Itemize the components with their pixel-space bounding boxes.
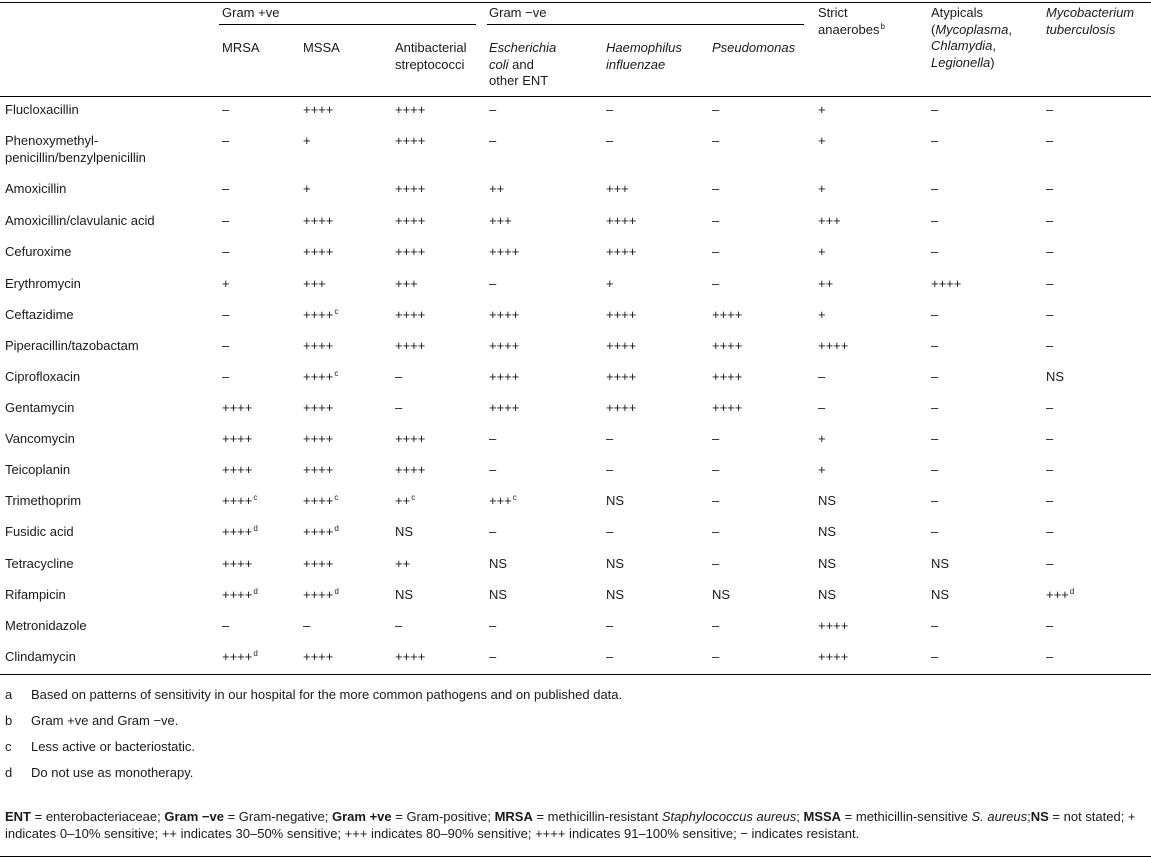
table-cell: ++++ [303, 649, 334, 664]
table-cell: ++++ [222, 556, 253, 571]
table-cell: – [931, 307, 939, 322]
table-cell: +++ [489, 213, 512, 228]
table-cell: – [1046, 649, 1054, 664]
table-cell: ++++ [303, 556, 334, 571]
column-header-line: other ENT [489, 73, 549, 88]
table-cell: – [489, 102, 497, 117]
abbreviation-definition: = methicillin-resistant [532, 809, 662, 824]
table-cell: NS [818, 524, 837, 539]
table-cell: – [222, 244, 230, 259]
table-cell: ++++ [303, 462, 334, 477]
table-cell: ++++ [395, 431, 426, 446]
drug-name: Trimethoprim [5, 493, 82, 508]
table-cell: ++++ [489, 369, 520, 384]
table-cell: NS [606, 587, 625, 602]
table-cell: ++++ [712, 338, 743, 353]
footnote-text: Based on patterns of sensitivity in our hospital for the more common pathogens and on published data. [31, 687, 623, 702]
bottom-rule [0, 856, 1151, 857]
footnote-text: Do not use as monotherapy. [31, 765, 194, 780]
abbreviation-species: Staphylococcus aureus [661, 809, 797, 824]
table-cell: + [303, 181, 311, 196]
table-cell: – [1046, 213, 1054, 228]
table-cell: NS [818, 587, 837, 602]
table-cell: ++++ [303, 338, 334, 353]
header-rule [0, 96, 1151, 97]
abbreviation-definition: = Gram-positive; [391, 809, 495, 824]
abbreviation-term: Gram +ve [332, 809, 392, 824]
table-cell: – [1046, 276, 1054, 291]
column-header [1046, 5, 1134, 38]
table-cell: NS [606, 556, 625, 571]
footnote-ref: c [253, 493, 258, 502]
footnote-label: d [5, 765, 13, 780]
table-cell: – [931, 462, 939, 477]
table-cell: – [931, 524, 939, 539]
table-cell: ++++$^d$ [222, 649, 258, 664]
footnote-ref: d [253, 524, 258, 533]
table-cell: ++++ [395, 133, 426, 148]
column-header-line [712, 40, 795, 57]
table-cell: NS [1046, 369, 1065, 384]
table-cell: – [489, 462, 497, 477]
footnote-ref: c [334, 369, 339, 378]
table-cell: + [818, 244, 826, 259]
drug-name: Erythromycin [5, 276, 81, 291]
table-cell: – [712, 213, 720, 228]
table-cell: +++$^c$ [489, 493, 517, 508]
footnote-ref: c [512, 493, 517, 502]
table-cell: – [931, 400, 939, 415]
footnote-label: b [5, 713, 13, 728]
footnote-ref: d [334, 524, 339, 533]
table-cell: ++++ [606, 213, 637, 228]
table-cell: ++++ [395, 181, 426, 196]
table-cell: NS [489, 556, 508, 571]
drug-name: Piperacillin/tazobactam [5, 338, 139, 353]
abbreviation-separator: ; [1027, 809, 1031, 824]
footnote-ref: d [1069, 587, 1075, 596]
column-header [222, 40, 260, 57]
table-cell: – [712, 524, 720, 539]
table-cell: +++ [395, 276, 418, 291]
column-header-genus: Mycoplasma [935, 21, 1009, 37]
table-cell: – [712, 556, 720, 571]
table-cell: ++ [818, 276, 834, 291]
table-cell: ++++ [489, 400, 520, 415]
table-cell: ++++ [395, 244, 426, 259]
table-cell: – [1046, 556, 1054, 571]
drug-name: Clindamycin [5, 649, 76, 664]
drug-name: Phenoxymethyl- [5, 133, 99, 148]
table-cell: – [222, 213, 230, 228]
column-header [818, 5, 885, 38]
table-cell: ++++ [712, 307, 743, 322]
table-cell: – [712, 493, 720, 508]
drug-name: Tetracycline [5, 556, 74, 571]
drug-name: Flucloxacillin [5, 102, 79, 117]
footnote-ref: c [334, 307, 339, 316]
table-cell: ++++ [606, 244, 637, 259]
table-cell: + [606, 276, 614, 291]
table-cell: ++++$^c$ [303, 493, 339, 508]
table-cell: + [818, 133, 826, 148]
drug-name: Ceftazidime [5, 307, 74, 322]
column-header-line [489, 40, 556, 57]
table-cell: – [931, 338, 939, 353]
table-cell: – [606, 524, 614, 539]
table-cell: – [931, 213, 939, 228]
drug-name: Amoxicillin/clavulanic acid [5, 213, 155, 228]
table-cell: ++++ [303, 102, 334, 117]
table-cell: ++++ [606, 307, 637, 322]
column-header-line: MSSA [303, 40, 340, 55]
table-cell: NS [395, 524, 414, 539]
column-header-genus: Legionella [931, 54, 991, 70]
table-cell: ++$^c$ [395, 493, 416, 508]
table-cell: ++++ [303, 400, 334, 415]
table-cell: – [1046, 400, 1054, 415]
column-header-line: (Mycoplasma, [931, 21, 1012, 37]
table-cell: NS [818, 493, 837, 508]
table-cell: – [1046, 493, 1054, 508]
footnote-ref: c [334, 493, 339, 502]
drug-name: Vancomycin [5, 431, 75, 446]
table-cell: – [489, 133, 497, 148]
table-cell: ++++ [818, 649, 849, 664]
table-cell: – [931, 618, 939, 633]
column-header-line: Atypicals [931, 5, 984, 20]
table-cell: ++++ [222, 431, 253, 446]
table-cell: NS [489, 587, 508, 602]
table-cell: – [931, 102, 939, 117]
column-header-line: Legionella) [931, 54, 995, 70]
table-cell: – [606, 102, 614, 117]
footnote [5, 738, 195, 755]
table-cell: ++++$^d$ [222, 587, 258, 602]
footnote-ref: d [334, 587, 339, 596]
table-cell: + [818, 431, 826, 446]
table-cell: – [712, 102, 720, 117]
table-cell: ++++ [395, 102, 426, 117]
table-cell: ++++ [395, 649, 426, 664]
table-cell: – [712, 618, 720, 633]
table-cell: – [222, 338, 230, 353]
table-cell: +++ [818, 213, 841, 228]
table-cell: ++++ [222, 400, 253, 415]
footnote-text: Less active or bacteriostatic. [31, 739, 196, 754]
table-cell: – [712, 133, 720, 148]
table-cell: ++++ [489, 338, 520, 353]
table-cell: – [1046, 524, 1054, 539]
table-cell: ++++ [818, 618, 849, 633]
column-header [606, 40, 682, 73]
column-header [395, 40, 467, 73]
abbreviation-separator: ; [796, 809, 804, 824]
footnote [5, 764, 193, 781]
drug-name-continued: penicillin/benzylpenicillin [5, 150, 146, 165]
table-cell: + [303, 133, 311, 148]
table-cell: – [931, 431, 939, 446]
table-cell: – [222, 369, 230, 384]
column-header [303, 40, 340, 57]
table-cell: – [606, 462, 614, 477]
table-cell: – [489, 524, 497, 539]
table-cell: NS [931, 556, 950, 571]
table-cell: – [395, 400, 403, 415]
table-cell: – [712, 649, 720, 664]
table-cell: NS [712, 587, 731, 602]
column-header [712, 40, 795, 57]
drug-name: Gentamycin [5, 400, 75, 415]
column-header-genus: tuberculosis [1046, 21, 1116, 37]
table-cell: ++++ [395, 213, 426, 228]
table-cell: + [222, 276, 230, 291]
table-cell: – [1046, 618, 1054, 633]
table-cell: – [931, 244, 939, 259]
column-header-line: Strict [818, 5, 848, 20]
table-cell: – [222, 133, 230, 148]
drug-name: Rifampicin [5, 587, 66, 602]
table-cell: – [931, 649, 939, 664]
table-cell: – [1046, 338, 1054, 353]
table-cell: – [222, 102, 230, 117]
abbreviation-term: ENT [5, 809, 31, 824]
abbreviation-term: NS [1030, 809, 1049, 824]
column-header-line: coli and [489, 56, 534, 72]
table-cell: – [1046, 307, 1054, 322]
table-cell: + [818, 307, 826, 322]
column-header-line: Chlamydia, [931, 38, 997, 53]
table-cell: – [931, 181, 939, 196]
abbreviation-definition: = not stated; + indicates 0–10% sensitive; ++ indicates 30–50% sensitive; +++ indicates 80–90% sensitive; ++++ indicates 91–100% sensitive; − indicates resistant. [5, 809, 1136, 841]
table-cell: +++ [303, 276, 326, 291]
table-cell: – [606, 649, 614, 664]
drug-name: Cefuroxime [5, 244, 72, 259]
column-header-line [606, 40, 682, 57]
table-cell: – [606, 431, 614, 446]
table-cell: ++++ [606, 369, 637, 384]
table-cell: ++++ [931, 276, 962, 291]
footnote-label: a [5, 687, 13, 702]
drug-name: Ciprofloxacin [5, 369, 81, 384]
column-header-line: Antibacterial [395, 40, 467, 55]
column-header-line: streptococci [395, 56, 465, 72]
table-cell: NS [395, 587, 414, 602]
column-header-genus: influenzae [606, 56, 666, 72]
footnote [5, 712, 178, 729]
table-cell: – [1046, 102, 1054, 117]
abbreviation-definition: = Gram-negative; [223, 809, 332, 824]
table-cell: + [818, 462, 826, 477]
table-cell: +++ [606, 181, 629, 196]
table-cell: ++++ [395, 307, 426, 322]
column-header-genus: Haemophilus [606, 40, 682, 55]
table-cell: ++++ [303, 244, 334, 259]
table-cell: + [818, 102, 826, 117]
table-cell: – [222, 618, 230, 633]
table-cell: – [712, 462, 720, 477]
table-cell: – [1046, 431, 1054, 446]
table-cell: ++++$^c$ [303, 369, 339, 384]
table-cell: – [1046, 133, 1054, 148]
table-cell: ++ [395, 556, 411, 571]
table-cell: – [606, 133, 614, 148]
table-cell: ++ [489, 181, 505, 196]
table-cell: +++$^d$ [1046, 587, 1075, 602]
group-gram-positive: Gram +ve [222, 5, 280, 20]
drug-name: Metronidazole [5, 618, 87, 633]
column-header-line [606, 57, 682, 74]
table-cell: – [1046, 244, 1054, 259]
column-header-genus: Chlamydia [931, 38, 993, 53]
table-cell: – [712, 181, 720, 196]
footnote [5, 686, 622, 703]
column-header-line: anaerobes$^b$ [818, 21, 885, 37]
footnote-ref: c [411, 493, 416, 502]
table-cell: ++++ [712, 400, 743, 415]
table-cell: – [818, 369, 826, 384]
table-cell: – [489, 618, 497, 633]
drug-name: Teicoplanin [5, 462, 71, 477]
column-header-genus: Mycobacterium [1046, 5, 1135, 20]
table-cell: NS [818, 556, 837, 571]
gram-negative-rule [487, 24, 804, 25]
table-cell: – [395, 369, 403, 384]
table-cell: – [1046, 462, 1054, 477]
table-cell: – [606, 618, 614, 633]
table-cell: ++++$^d$ [303, 524, 339, 539]
footnote-ref: d [253, 649, 258, 658]
table-cell: – [1046, 181, 1054, 196]
table-cell: – [489, 649, 497, 664]
table-cell: – [489, 276, 497, 291]
column-header-genus: Pseudomonas [712, 40, 796, 55]
footnote-ref: b [880, 21, 885, 31]
table-cell: – [395, 618, 403, 633]
abbreviation-definition: = methicillin-sensitive [841, 809, 972, 824]
footnote-label: c [5, 739, 12, 754]
column-header [489, 40, 556, 90]
abbreviation-term: Gram −ve [164, 809, 224, 824]
table-cell: – [931, 493, 939, 508]
column-header-line [1046, 22, 1134, 39]
column-header-genus: coli [489, 56, 509, 72]
table-cell: ++++ [489, 307, 520, 322]
table-cell: ++++ [222, 462, 253, 477]
table-cell: ++++$^c$ [222, 493, 258, 508]
body-rule [0, 674, 1151, 675]
table-cell: NS [931, 587, 950, 602]
table-cell: ++++ [303, 213, 334, 228]
column-header [931, 5, 1012, 71]
table-cell: ++++ [395, 462, 426, 477]
column-header-line [1046, 5, 1134, 22]
table-cell: ++++$^d$ [222, 524, 258, 539]
abbreviation-species: S. aureus [971, 809, 1028, 824]
table-cell: – [489, 431, 497, 446]
group-gram-negative: Gram −ve [489, 5, 547, 20]
table-cell: ++++ [489, 244, 520, 259]
footnote-text: Gram +ve and Gram −ve. [31, 713, 179, 728]
top-rule [0, 2, 1151, 3]
table-cell: – [303, 618, 311, 633]
abbreviation-term: MSSA [803, 809, 842, 824]
drug-name: Amoxicillin [5, 181, 67, 196]
table-cell: ++++ [606, 338, 637, 353]
table-cell: ++++ [395, 338, 426, 353]
table-cell: + [818, 181, 826, 196]
abbreviations-note [5, 808, 1145, 842]
table-cell: NS [606, 493, 625, 508]
table-cell: – [222, 181, 230, 196]
drug-name: Fusidic acid [5, 524, 74, 539]
table-cell: ++++ [818, 338, 849, 353]
table-cell: ++++ [303, 431, 334, 446]
table-cell: – [712, 431, 720, 446]
table-cell: – [712, 276, 720, 291]
table-cell: – [712, 244, 720, 259]
table-cell: ++++ [712, 369, 743, 384]
table-cell: ++++$^d$ [303, 587, 339, 602]
gram-positive-rule [219, 24, 476, 25]
table-cell: – [931, 369, 939, 384]
abbreviation-term: MRSA [494, 809, 533, 824]
footnote-ref: d [253, 587, 258, 596]
table-cell: – [818, 400, 826, 415]
table-cell: ++++$^c$ [303, 307, 339, 322]
abbreviation-definition: = enterobacteriaceae; [31, 809, 165, 824]
table-cell: – [931, 133, 939, 148]
column-header-genus: Escherichia [489, 40, 557, 55]
table-cell: ++++ [606, 400, 637, 415]
column-header-line: MRSA [222, 40, 260, 55]
table-cell: – [222, 307, 230, 322]
